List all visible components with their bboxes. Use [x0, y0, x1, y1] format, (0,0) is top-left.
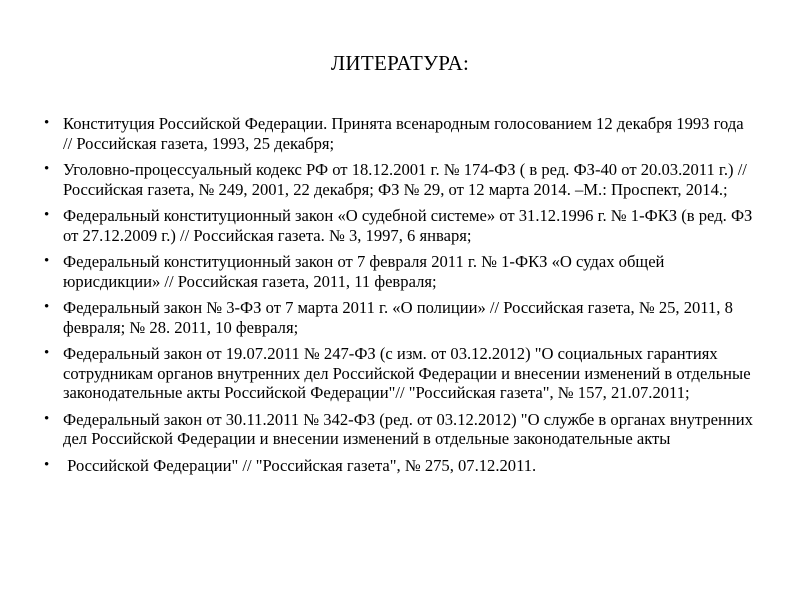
bullet-icon: • — [44, 299, 50, 315]
list-item — [44, 114, 756, 153]
list-item-text: Федеральный конституционный закон «О судебной системе» от 31.12.1996 г. № 1-ФКЗ (в ред. ФЗ от 27.12.2009 г.) // Российская газета. № 3, 1997, 6 января; — [63, 206, 753, 245]
bullet-icon: • — [44, 456, 50, 473]
list-item-text: Конституция Российской Федерации. Принята всенародным голосованием 12 декабря 1993 года // Российская газета, 1993, 25 декабря; — [63, 114, 744, 153]
list-item — [44, 298, 756, 337]
bullet-icon: • — [44, 207, 50, 223]
list-item-text: Федеральный закон от 19.07.2011 № 247-ФЗ (с изм. от 03.12.2012) "О социальных гарантиях сотрудникам органов внутренних дел Российской Федерации и внесении изменений в отдельные законодательные акты Российской Федерации"// "Российская газета", № 157, 21.07.2011; — [63, 344, 751, 402]
list-item — [44, 410, 756, 449]
list-item-text: Федеральный конституционный закон от 7 февраля 2011 г. № 1-ФКЗ «О судах общей юрисдикции» // Российская газета, 2011, 11 февраля; — [63, 252, 665, 291]
slide-title: ЛИТЕРАТУРА: — [330, 51, 470, 75]
bullet-icon: • — [44, 253, 50, 269]
list-item-text: Федеральный закон от 30.11.2011 № 342-ФЗ (ред. от 03.12.2012) "О службе в органах внутренних дел Российской Федерации и внесении изменений в отдельные законодательные акты — [63, 409, 753, 448]
bibliography-list — [44, 114, 756, 482]
list-item-text: Российской Федерации" // "Российская газета", № 275, 07.12.2011. — [63, 455, 537, 475]
list-item-text: Федеральный закон № 3-ФЗ от 7 марта 2011 г. «О полиции» // Российская газета, № 25, 2011, 8 февраля; № 28. 2011, 10 февраля; — [63, 298, 733, 337]
bullet-icon: • — [44, 115, 50, 131]
list-item-text: Уголовно-процессуальный кодекс РФ от 18.12.2001 г. № 174-ФЗ ( в ред. ФЗ-40 от 20.03.2011 г.) // Российская газета, № 249, 2001, 22 декабря; ФЗ № 29, от 12 марта 2014. –М.: Проспект, 2014.; — [63, 160, 747, 199]
bullet-icon: • — [44, 410, 50, 427]
list-item — [44, 160, 756, 199]
list-item — [44, 252, 756, 291]
list-item — [44, 456, 756, 476]
list-item — [44, 206, 756, 245]
list-item — [44, 344, 756, 403]
bullet-icon: • — [44, 161, 50, 177]
bullet-icon: • — [44, 345, 50, 361]
